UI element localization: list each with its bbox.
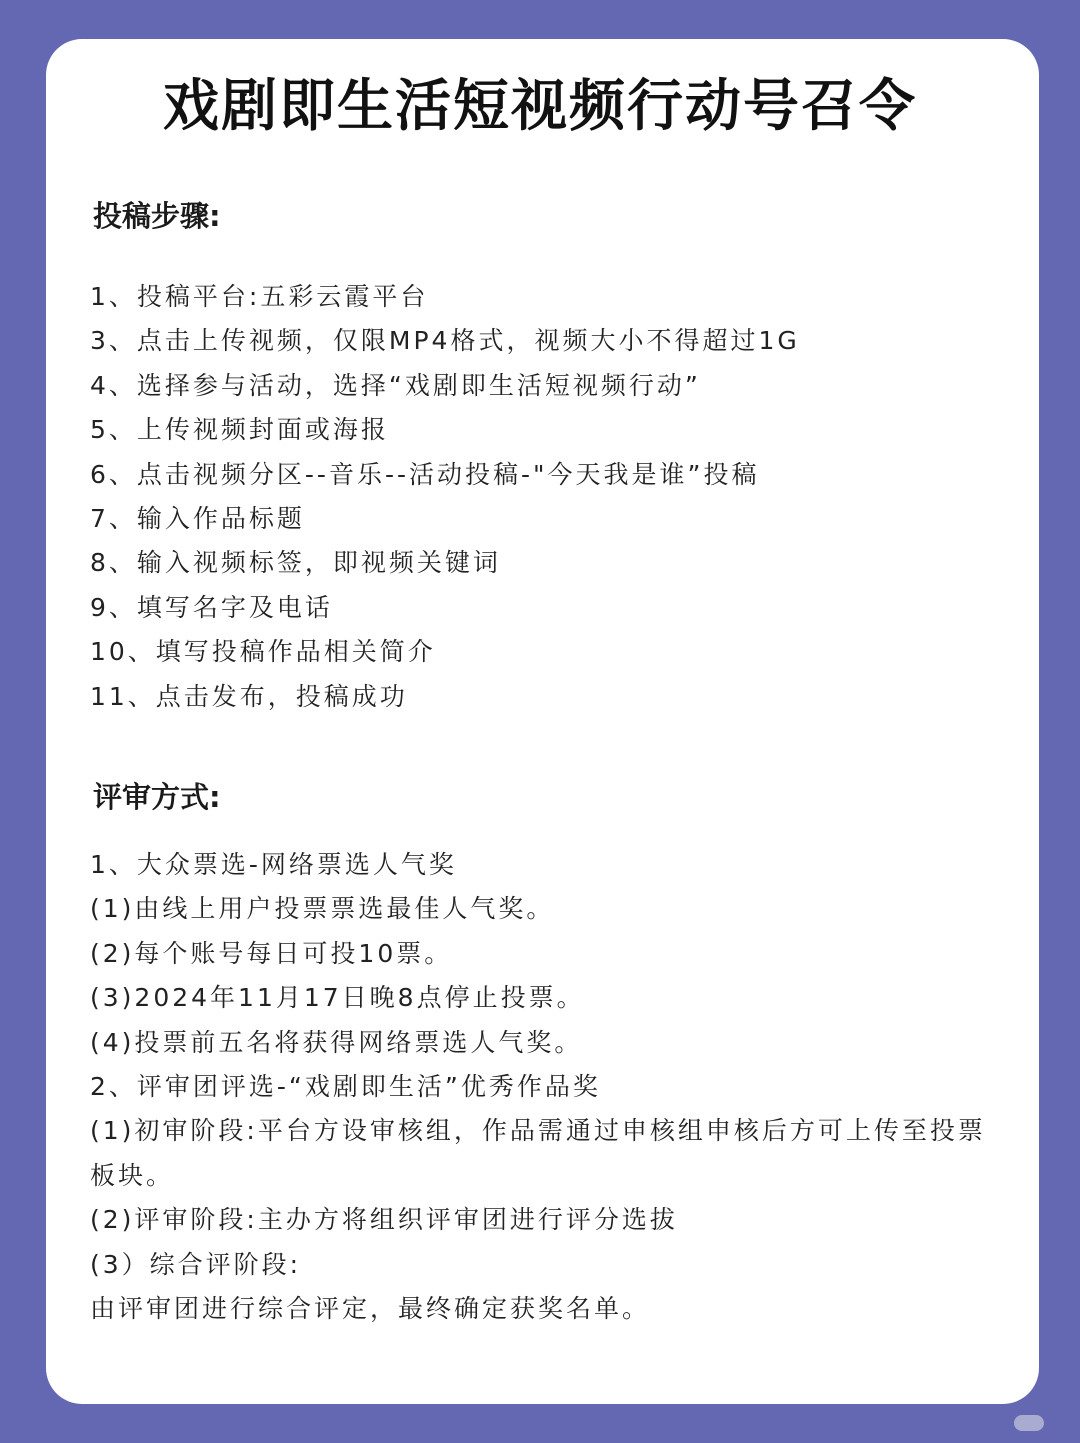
- list-item: 2、评审团评选-“戏剧即生活”优秀作品奖: [90, 1072, 601, 1102]
- list-item: 11、点击发布，投稿成功: [90, 681, 408, 711]
- list-item: (3）综合评阶段:: [90, 1249, 302, 1279]
- list-item: 5、上传视频封面或海报: [90, 415, 389, 445]
- list-item: 7、输入作品标题: [90, 504, 305, 534]
- list-item: (2)每个账号每日可投10票。: [90, 938, 453, 968]
- list-item: 8、输入视频标签，即视频关键词: [90, 548, 501, 578]
- review-list: [90, 843, 1000, 1331]
- list-item: (3)2024年11月17日晚8点停止投票。: [90, 983, 585, 1013]
- list-item: 1、投稿平台:五彩云霞平台: [90, 282, 429, 311]
- list-item: 4、选择参与活动，选择“戏剧即生活短视频行动”: [90, 370, 701, 400]
- list-item: (1)由线上用户投票票选最佳人气奖。: [90, 894, 555, 924]
- list-item: (2)评审阶段:主办方将组织评审团进行评分选拔: [90, 1205, 678, 1235]
- steps-list: [90, 275, 1000, 719]
- list-item: 6、点击视频分区--音乐--活动投稿-"今天我是谁”投稿: [90, 459, 760, 489]
- list-item: 由评审团进行综合评定，最终确定获奖名单。: [90, 1294, 651, 1324]
- list-item: (1)初审阶段:平台方设审核组，作品需通过申核组申核后方可上传至投票板块。: [90, 1116, 986, 1190]
- steps-heading: 投稿步骤:: [93, 199, 221, 233]
- page-title: 戏剧即生活短视频行动号召令: [163, 74, 917, 139]
- list-item: (4)投票前五名将获得网络票选人气奖。: [90, 1027, 583, 1057]
- list-item: 3、点击上传视频，仅限MP4格式，视频大小不得超过1G: [90, 326, 800, 356]
- list-item: 9、填写名字及电话: [90, 592, 333, 622]
- watermark-badge: [1014, 1415, 1044, 1431]
- review-heading: 评审方式:: [93, 780, 221, 814]
- list-item: 10、填写投稿作品相关简介: [90, 637, 436, 667]
- list-item: 1、大众票选-网络票选人气奖: [90, 850, 457, 879]
